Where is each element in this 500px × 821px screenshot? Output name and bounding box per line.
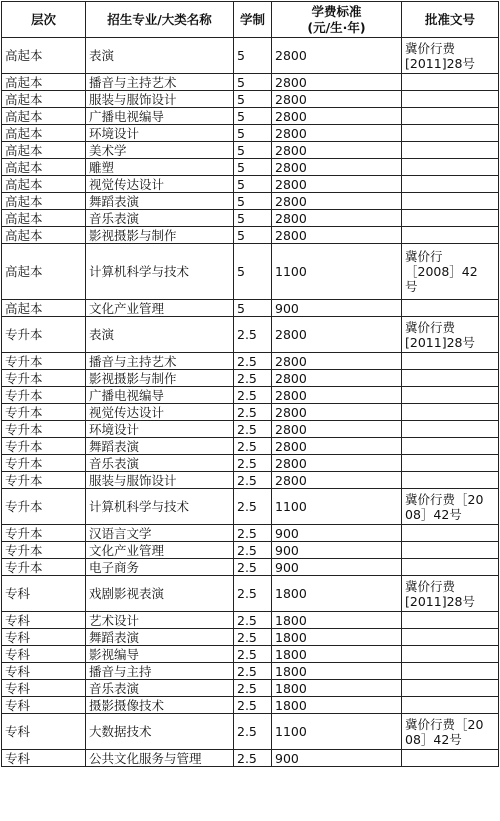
cell-approval [402, 108, 499, 125]
header-level: 层次 [2, 2, 86, 38]
table-row [2, 317, 499, 353]
cell-level: 专科 [2, 576, 86, 612]
cell-major: 服装与服饰设计 [86, 91, 234, 108]
cell-major: 环境设计 [86, 125, 234, 142]
cell-level: 高起本 [2, 244, 86, 300]
cell-approval [402, 159, 499, 176]
cell-fee: 1100 [272, 244, 402, 300]
table-row [2, 108, 499, 125]
cell-level: 专升本 [2, 353, 86, 370]
cell-level: 专升本 [2, 387, 86, 404]
table-row [2, 38, 499, 74]
cell-major: 音乐表演 [86, 455, 234, 472]
cell-years: 2.5 [234, 525, 272, 542]
cell-years: 2.5 [234, 455, 272, 472]
table-row [2, 142, 499, 159]
cell-major: 表演 [86, 317, 234, 353]
cell-fee: 2800 [272, 387, 402, 404]
cell-major: 音乐表演 [86, 210, 234, 227]
table-row [2, 421, 499, 438]
cell-approval [402, 455, 499, 472]
cell-fee: 2800 [272, 421, 402, 438]
table-row [2, 663, 499, 680]
cell-level: 专科 [2, 663, 86, 680]
cell-fee: 2800 [272, 455, 402, 472]
cell-approval: 冀价行费 [2011]28号 [402, 317, 499, 353]
cell-years: 5 [234, 91, 272, 108]
cell-approval [402, 542, 499, 559]
cell-approval [402, 370, 499, 387]
table-row [2, 300, 499, 317]
cell-years: 5 [234, 108, 272, 125]
cell-level: 高起本 [2, 38, 86, 74]
table-row [2, 542, 499, 559]
cell-major: 舞蹈表演 [86, 438, 234, 455]
table-row [2, 227, 499, 244]
table-row [2, 559, 499, 576]
table-row [2, 438, 499, 455]
cell-approval [402, 353, 499, 370]
cell-major: 汉语言文学 [86, 525, 234, 542]
cell-approval [402, 300, 499, 317]
cell-approval [402, 612, 499, 629]
cell-approval: 冀价行 ［2008］42 号 [402, 244, 499, 300]
cell-fee: 1800 [272, 663, 402, 680]
cell-level: 高起本 [2, 159, 86, 176]
table-row [2, 353, 499, 370]
header-years: 学制 [234, 2, 272, 38]
cell-fee: 2800 [272, 125, 402, 142]
cell-years: 2.5 [234, 697, 272, 714]
cell-approval [402, 125, 499, 142]
table-row [2, 176, 499, 193]
cell-level: 专升本 [2, 421, 86, 438]
cell-major: 环境设计 [86, 421, 234, 438]
cell-major: 公共文化服务与管理 [86, 750, 234, 767]
table-row [2, 74, 499, 91]
cell-level: 专升本 [2, 404, 86, 421]
header-fee: 学费标准 (元/生·年) [272, 2, 402, 38]
cell-fee: 2800 [272, 74, 402, 91]
cell-approval [402, 750, 499, 767]
cell-major: 播音与主持 [86, 663, 234, 680]
cell-fee: 2800 [272, 472, 402, 489]
cell-fee: 2800 [272, 142, 402, 159]
cell-years: 2.5 [234, 370, 272, 387]
cell-major: 计算机科学与技术 [86, 244, 234, 300]
cell-approval [402, 387, 499, 404]
cell-level: 高起本 [2, 108, 86, 125]
cell-fee: 1100 [272, 489, 402, 525]
cell-approval [402, 404, 499, 421]
cell-fee: 2800 [272, 353, 402, 370]
cell-fee: 2800 [272, 193, 402, 210]
cell-years: 5 [234, 244, 272, 300]
cell-years: 2.5 [234, 629, 272, 646]
cell-approval [402, 176, 499, 193]
cell-level: 专升本 [2, 370, 86, 387]
table-header-row [2, 2, 499, 38]
table-row [2, 697, 499, 714]
table-row [2, 193, 499, 210]
cell-major: 表演 [86, 38, 234, 74]
cell-fee: 2800 [272, 159, 402, 176]
table-row [2, 455, 499, 472]
cell-major: 文化产业管理 [86, 300, 234, 317]
table-row [2, 387, 499, 404]
cell-years: 2.5 [234, 317, 272, 353]
table-row [2, 525, 499, 542]
cell-fee: 2800 [272, 438, 402, 455]
cell-years: 5 [234, 227, 272, 244]
cell-fee: 900 [272, 525, 402, 542]
cell-level: 专升本 [2, 438, 86, 455]
cell-level: 专科 [2, 697, 86, 714]
cell-level: 高起本 [2, 91, 86, 108]
cell-level: 专升本 [2, 559, 86, 576]
cell-fee: 900 [272, 750, 402, 767]
cell-approval [402, 680, 499, 697]
cell-approval [402, 421, 499, 438]
cell-fee: 900 [272, 300, 402, 317]
cell-years: 2.5 [234, 438, 272, 455]
table-row [2, 404, 499, 421]
cell-years: 2.5 [234, 612, 272, 629]
cell-fee: 2800 [272, 227, 402, 244]
cell-approval: 冀价行费 [2011]28号 [402, 38, 499, 74]
cell-major: 播音与主持艺术 [86, 74, 234, 91]
table-row [2, 714, 499, 750]
cell-approval: 冀价行费［20 08］42号 [402, 489, 499, 525]
cell-level: 专升本 [2, 542, 86, 559]
table-row [2, 680, 499, 697]
cell-level: 高起本 [2, 176, 86, 193]
table-row [2, 472, 499, 489]
cell-major: 广播电视编导 [86, 387, 234, 404]
cell-approval [402, 663, 499, 680]
cell-fee: 2800 [272, 210, 402, 227]
cell-years: 5 [234, 176, 272, 193]
table-row [2, 612, 499, 629]
cell-major: 视觉传达设计 [86, 404, 234, 421]
cell-approval [402, 193, 499, 210]
cell-years: 5 [234, 142, 272, 159]
cell-years: 2.5 [234, 489, 272, 525]
cell-major: 影视摄影与制作 [86, 227, 234, 244]
cell-major: 雕塑 [86, 159, 234, 176]
cell-years: 2.5 [234, 353, 272, 370]
cell-years: 5 [234, 300, 272, 317]
table-row [2, 125, 499, 142]
cell-approval [402, 210, 499, 227]
cell-years: 2.5 [234, 750, 272, 767]
cell-years: 5 [234, 38, 272, 74]
cell-level: 高起本 [2, 74, 86, 91]
cell-level: 专科 [2, 714, 86, 750]
table-row [2, 750, 499, 767]
cell-years: 5 [234, 193, 272, 210]
cell-level: 专科 [2, 612, 86, 629]
cell-approval [402, 697, 499, 714]
cell-approval [402, 629, 499, 646]
cell-level: 专科 [2, 629, 86, 646]
cell-fee: 1100 [272, 714, 402, 750]
cell-fee: 1800 [272, 697, 402, 714]
cell-years: 5 [234, 74, 272, 91]
cell-level: 专升本 [2, 317, 86, 353]
cell-approval [402, 646, 499, 663]
cell-major: 服装与服饰设计 [86, 472, 234, 489]
cell-level: 高起本 [2, 227, 86, 244]
cell-level: 高起本 [2, 125, 86, 142]
cell-approval [402, 472, 499, 489]
cell-years: 2.5 [234, 663, 272, 680]
cell-fee: 1800 [272, 629, 402, 646]
cell-approval [402, 559, 499, 576]
table-row [2, 489, 499, 525]
table-row [2, 210, 499, 227]
cell-level: 专升本 [2, 455, 86, 472]
cell-major: 艺术设计 [86, 612, 234, 629]
cell-fee: 1800 [272, 680, 402, 697]
table-row [2, 159, 499, 176]
cell-years: 2.5 [234, 680, 272, 697]
table-row [2, 370, 499, 387]
cell-major: 大数据技术 [86, 714, 234, 750]
cell-major: 影视摄影与制作 [86, 370, 234, 387]
cell-major: 电子商务 [86, 559, 234, 576]
cell-fee: 2800 [272, 108, 402, 125]
cell-major: 美术学 [86, 142, 234, 159]
tuition-fee-table [1, 1, 499, 767]
cell-major: 摄影摄像技术 [86, 697, 234, 714]
cell-major: 文化产业管理 [86, 542, 234, 559]
cell-level: 高起本 [2, 193, 86, 210]
cell-level: 专科 [2, 750, 86, 767]
cell-years: 2.5 [234, 576, 272, 612]
cell-level: 专升本 [2, 525, 86, 542]
table-row [2, 576, 499, 612]
cell-approval [402, 438, 499, 455]
cell-fee: 900 [272, 542, 402, 559]
cell-fee: 1800 [272, 646, 402, 663]
cell-level: 专科 [2, 646, 86, 663]
table-row [2, 244, 499, 300]
cell-level: 专科 [2, 680, 86, 697]
cell-level: 专升本 [2, 472, 86, 489]
cell-fee: 900 [272, 559, 402, 576]
cell-years: 2.5 [234, 472, 272, 489]
table-row [2, 646, 499, 663]
cell-major: 播音与主持艺术 [86, 353, 234, 370]
cell-fee: 2800 [272, 38, 402, 74]
cell-approval [402, 74, 499, 91]
cell-years: 2.5 [234, 559, 272, 576]
cell-major: 影视编导 [86, 646, 234, 663]
cell-years: 2.5 [234, 542, 272, 559]
cell-years: 5 [234, 210, 272, 227]
cell-approval: 冀价行费［20 08］42号 [402, 714, 499, 750]
cell-major: 戏剧影视表演 [86, 576, 234, 612]
cell-fee: 1800 [272, 576, 402, 612]
cell-years: 5 [234, 159, 272, 176]
cell-major: 舞蹈表演 [86, 629, 234, 646]
cell-major: 视觉传达设计 [86, 176, 234, 193]
table-row [2, 91, 499, 108]
cell-approval [402, 91, 499, 108]
cell-fee: 2800 [272, 404, 402, 421]
table-row [2, 629, 499, 646]
cell-fee: 2800 [272, 176, 402, 193]
cell-years: 5 [234, 125, 272, 142]
cell-level: 高起本 [2, 300, 86, 317]
cell-major: 广播电视编导 [86, 108, 234, 125]
cell-years: 2.5 [234, 714, 272, 750]
cell-years: 2.5 [234, 421, 272, 438]
cell-years: 2.5 [234, 387, 272, 404]
cell-level: 高起本 [2, 142, 86, 159]
cell-fee: 2800 [272, 91, 402, 108]
cell-approval [402, 142, 499, 159]
cell-years: 2.5 [234, 404, 272, 421]
cell-approval [402, 227, 499, 244]
cell-level: 高起本 [2, 210, 86, 227]
cell-major: 舞蹈表演 [86, 193, 234, 210]
cell-approval [402, 525, 499, 542]
cell-major: 计算机科学与技术 [86, 489, 234, 525]
cell-fee: 2800 [272, 317, 402, 353]
cell-fee: 2800 [272, 370, 402, 387]
cell-approval: 冀价行费 [2011]28号 [402, 576, 499, 612]
cell-fee: 1800 [272, 612, 402, 629]
cell-level: 专升本 [2, 489, 86, 525]
cell-major: 音乐表演 [86, 680, 234, 697]
header-approval: 批准文号 [402, 2, 499, 38]
header-major: 招生专业/大类名称 [86, 2, 234, 38]
cell-years: 2.5 [234, 646, 272, 663]
